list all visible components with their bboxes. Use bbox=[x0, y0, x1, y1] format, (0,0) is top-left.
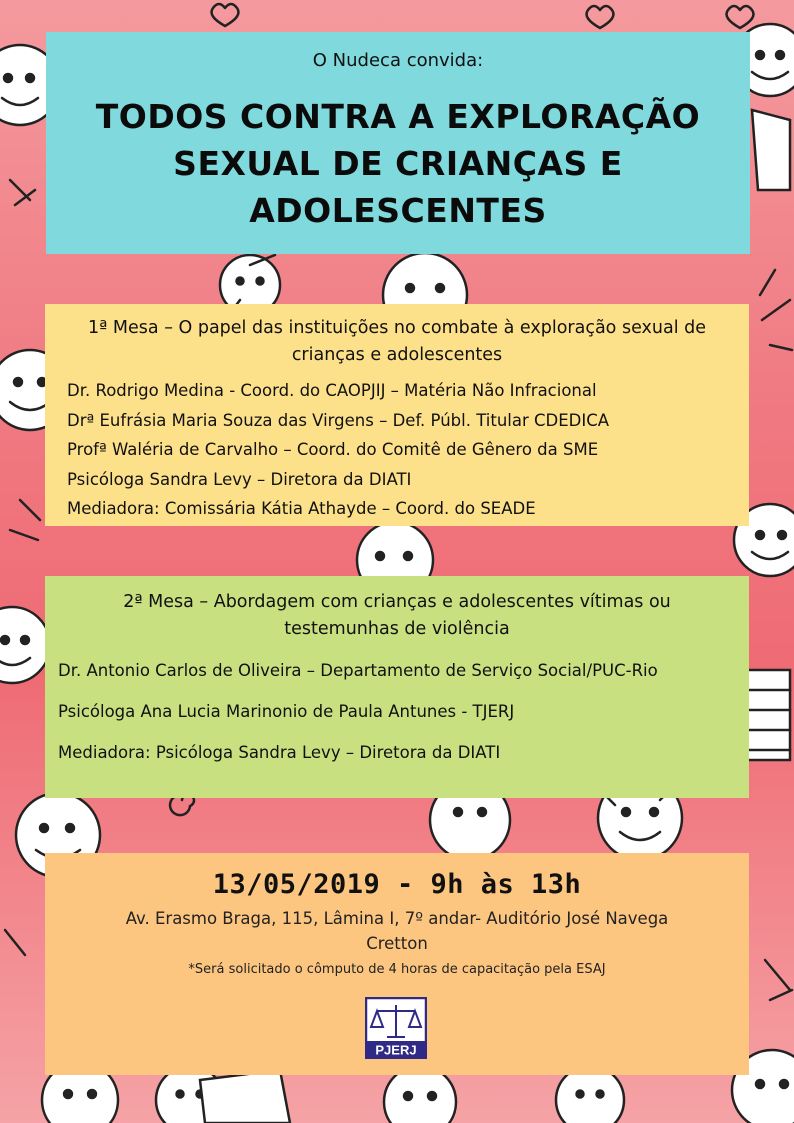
invite-text: O Nudeca convida: bbox=[312, 50, 484, 71]
shirt-icon bbox=[200, 1070, 290, 1123]
pjerj-logo-text: PJERJ bbox=[375, 1042, 417, 1058]
mesa1-panel bbox=[45, 304, 749, 526]
kid-face-icon bbox=[0, 607, 50, 683]
speaker-item: Psicóloga Ana Lucia Marinonio de Paula Antunes - TJERJ bbox=[58, 702, 515, 721]
mesa2-title: 2ª Mesa – Abordagem com crianças e adolescentes vítimas ou testemunhas de violência bbox=[123, 592, 671, 639]
mediator-item: Mediadora: Psicóloga Sandra Levy – Diretora da DIATI bbox=[58, 743, 501, 762]
speaker-item: Dr. Rodrigo Medina - Coord. do CAOPJIJ – Matéria Não Infracional bbox=[67, 381, 597, 400]
mesa1-speaker-list bbox=[67, 376, 749, 524]
shirt-icon bbox=[752, 110, 790, 190]
pjerj-logo bbox=[365, 997, 427, 1059]
mediator-item: Mediadora: Comissária Kátia Athayde – Coord. do SEADE bbox=[67, 499, 536, 518]
heart-icon bbox=[212, 4, 239, 26]
mesa2-panel bbox=[45, 576, 749, 798]
event-info-panel bbox=[45, 853, 749, 1075]
heart-icon bbox=[587, 6, 614, 28]
event-address: Av. Erasmo Braga, 115, Lâmina I, 7º andar- Auditório José Navega Cretton bbox=[125, 909, 669, 953]
event-title: TODOS CONTRA A EXPLORAÇÃO SEXUAL DE CRIANÇAS E ADOLESCENTES bbox=[95, 97, 701, 230]
event-note: *Será solicitado o cômputo de 4 horas de capacitação pela ESAJ bbox=[188, 962, 606, 977]
speaker-item: Psicóloga Sandra Levy – Diretora da DIATI bbox=[67, 469, 412, 489]
speaker-item: Profª Waléria de Carvalho – Coord. do Comitê de Gênero da SME bbox=[67, 440, 599, 459]
stick-arm-icon bbox=[765, 960, 792, 1000]
mesa2-speaker-list bbox=[58, 661, 749, 763]
speaker-item: Drª Eufrásia Maria Souza das Virgens – Def. Públ. Titular CDEDICA bbox=[67, 410, 610, 430]
event-datetime: 13/05/2019 - 9h às 13h bbox=[212, 869, 582, 900]
title-box bbox=[46, 32, 750, 254]
stick-arm-icon bbox=[10, 500, 40, 540]
mesa1-title: 1ª Mesa – O papel das instituições no combate à exploração sexual de crianças e adolescentes bbox=[87, 318, 706, 365]
stick-arm-icon bbox=[760, 270, 792, 350]
stick-arm-icon bbox=[10, 180, 35, 205]
striped-shirt-icon bbox=[745, 670, 790, 760]
heart-icon bbox=[727, 6, 754, 28]
speaker-item: Dr. Antonio Carlos de Oliveira – Departamento de Serviço Social/PUC-Rio bbox=[58, 661, 658, 680]
stick-arm-icon bbox=[5, 930, 25, 955]
